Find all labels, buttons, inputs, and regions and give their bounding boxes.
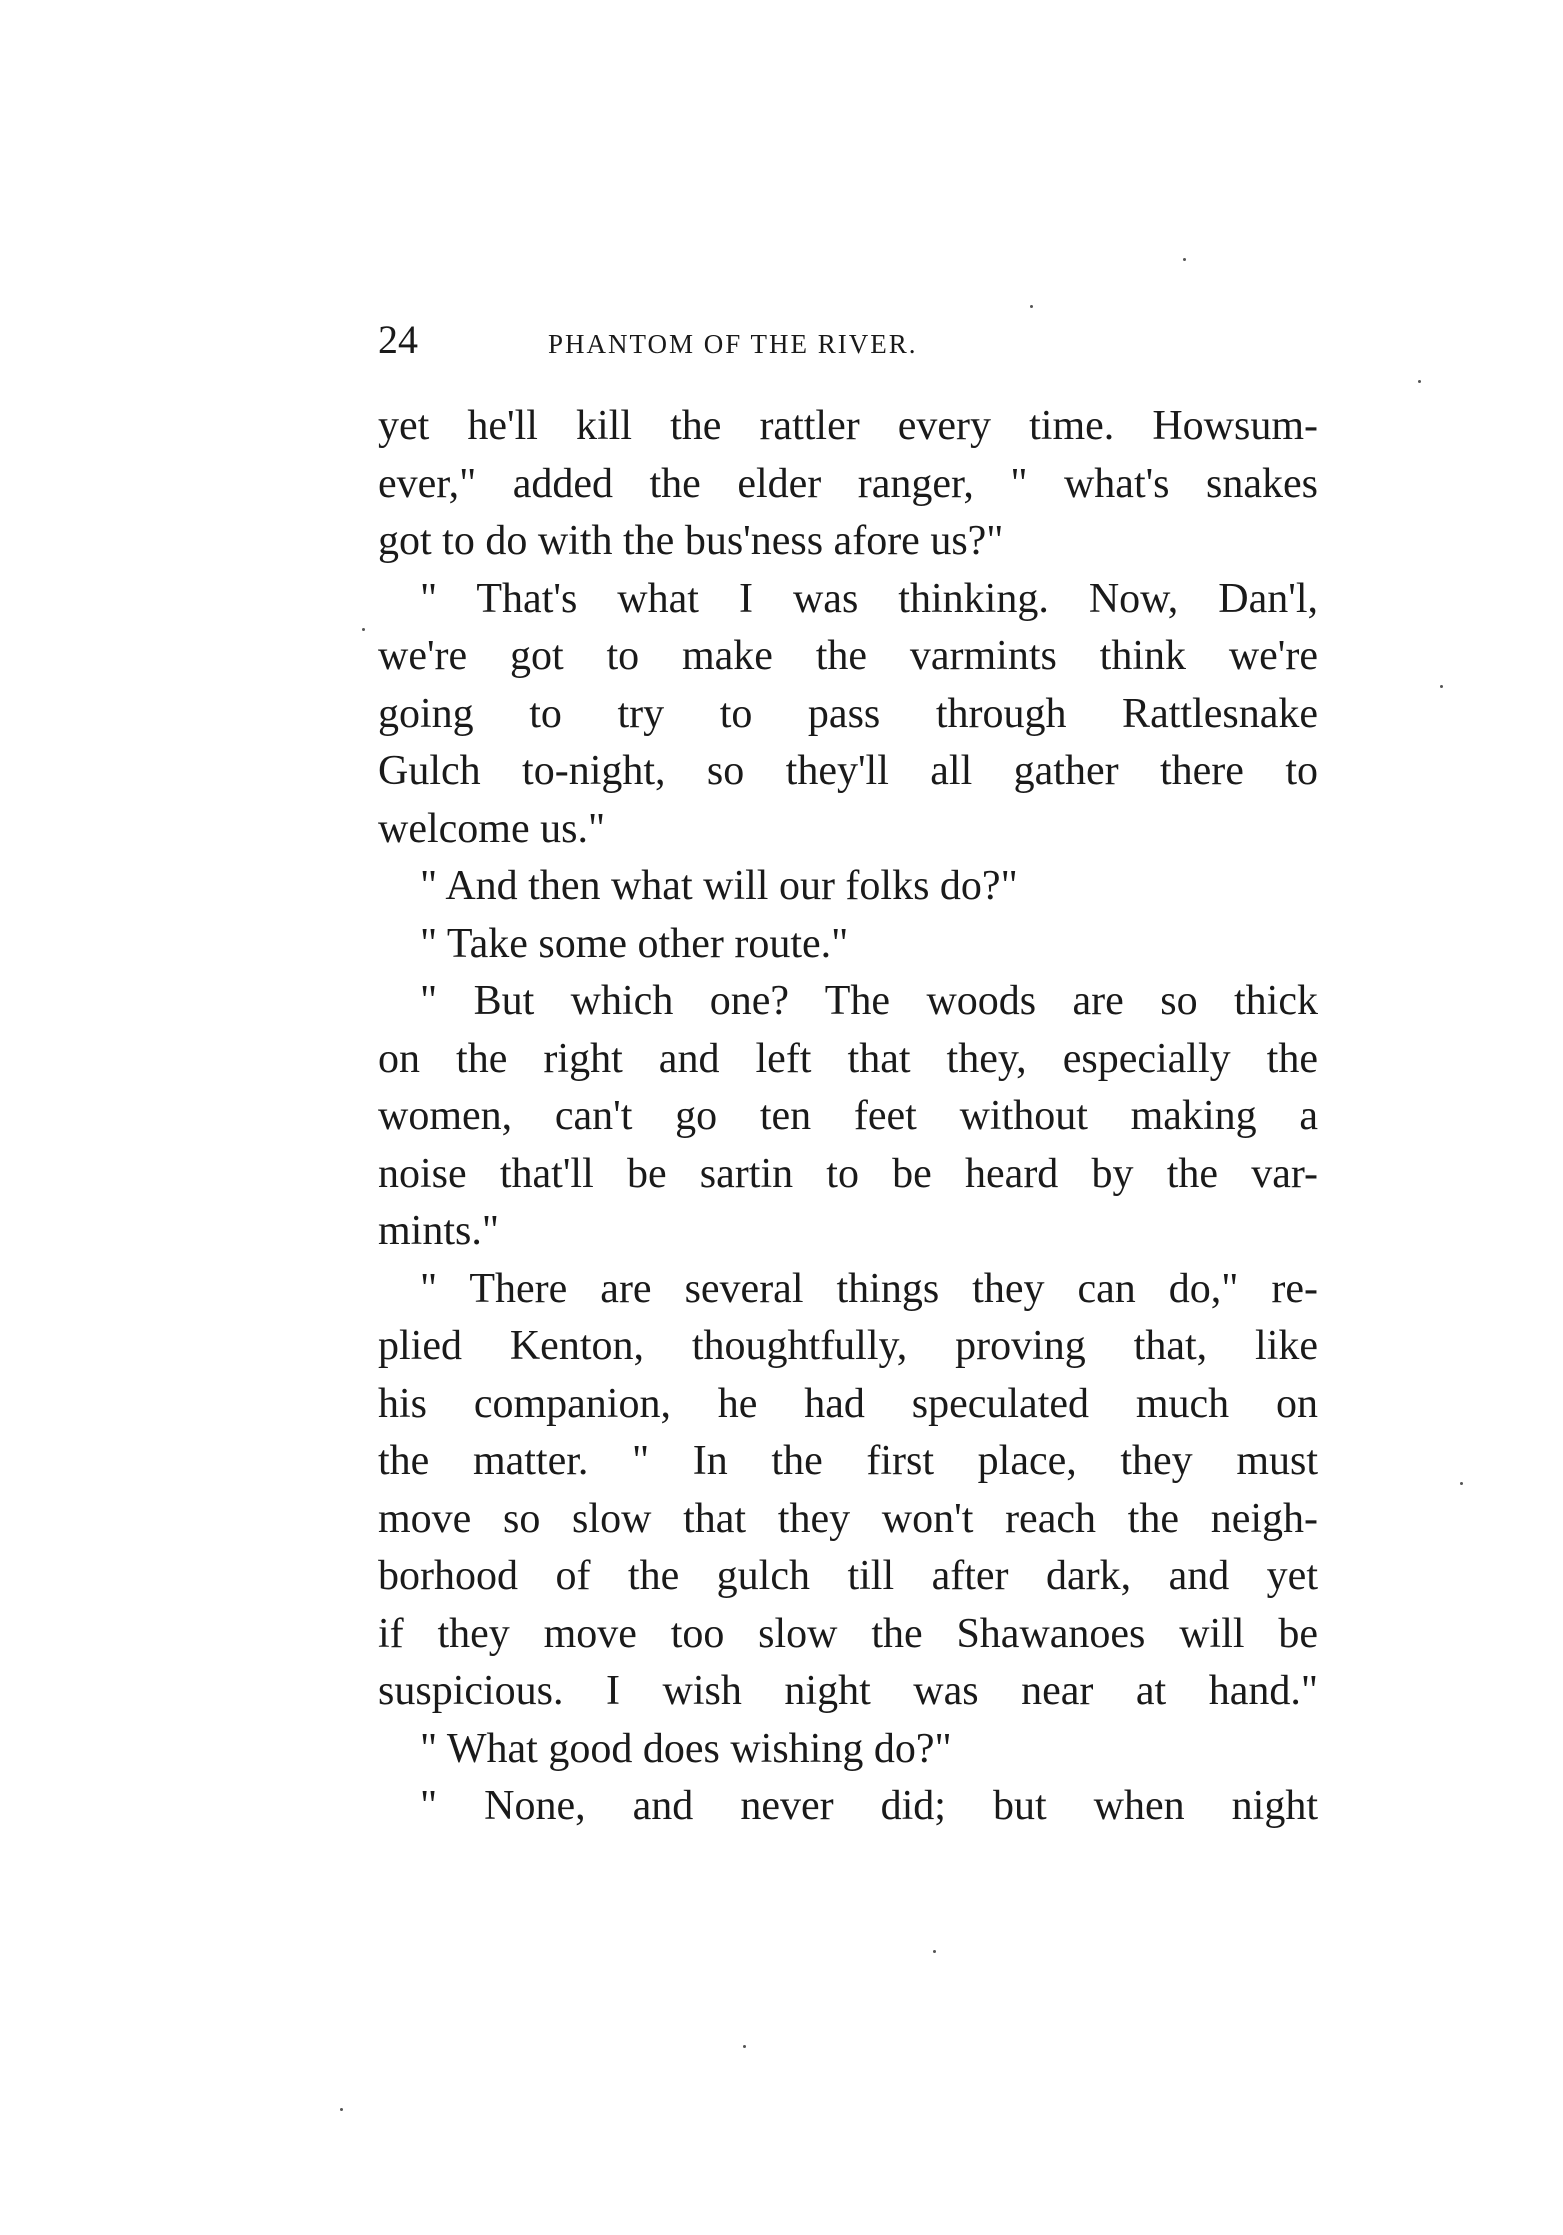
text-line: on the right and left that they, especially the: [378, 1035, 1318, 1082]
text-line: the matter. " In the first place, they must: [378, 1438, 1318, 1484]
text-line: ever," added the elder ranger, " what's snakes: [378, 460, 1318, 507]
text-line: his companion, he had speculated much on: [378, 1380, 1318, 1427]
text-line: suspicious. I wish night was near at hand.": [378, 1668, 1318, 1714]
scan-speck: [933, 1950, 936, 1953]
scan-speck: [1183, 258, 1186, 261]
scan-speck: [1440, 685, 1443, 688]
text-line: if they move too slow the Shawanoes will be: [378, 1610, 1318, 1657]
text-line: " There are several things they can do," re-: [420, 1265, 1318, 1312]
text-line: we're got to make the varmints think we're: [378, 633, 1318, 679]
text-line: mints.": [378, 1208, 499, 1254]
scan-speck: [340, 2108, 343, 2111]
body-text: [378, 398, 1318, 1836]
text-line: " Take some other route.": [420, 920, 849, 967]
text-line: " What good does wishing do?": [420, 1725, 952, 1772]
text-line: women, can't go ten feet without making a: [378, 1093, 1318, 1139]
text-line: " That's what I was thinking. Now, Dan'l,: [420, 575, 1318, 622]
scan-speck: [362, 628, 365, 631]
scan-speck: [1418, 380, 1421, 383]
text-line: going to try to pass through Rattlesnake: [378, 690, 1318, 737]
text-line: " And then what will our folks do?": [420, 863, 1018, 909]
text-line: Gulch to-night, so they'll all gather there to: [378, 748, 1318, 794]
text-line: plied Kenton, thoughtfully, proving that, like: [378, 1323, 1318, 1369]
text-line: borhood of the gulch till after dark, and yet: [378, 1553, 1318, 1599]
scan-speck: [1460, 1482, 1463, 1485]
scan-speck: [1030, 305, 1033, 308]
text-line: yet he'll kill the rattler every time. Howsum-: [378, 403, 1318, 449]
page-header: [378, 310, 1318, 370]
text-line: welcome us.": [378, 805, 606, 852]
text-line: noise that'll be sartin to be heard by the var-: [378, 1150, 1318, 1197]
text-line: " None, and never did; but when night: [420, 1783, 1318, 1829]
text-line: move so slow that they won't reach the neigh-: [378, 1495, 1318, 1542]
text-line: got to do with the bus'ness afore us?": [378, 518, 1004, 564]
page-number: 24: [378, 317, 418, 362]
scan-speck: [743, 2045, 746, 2048]
text-line: " But which one? The woods are so thick: [420, 978, 1318, 1024]
running-title: PHANTOM OF THE RIVER.: [548, 329, 918, 359]
